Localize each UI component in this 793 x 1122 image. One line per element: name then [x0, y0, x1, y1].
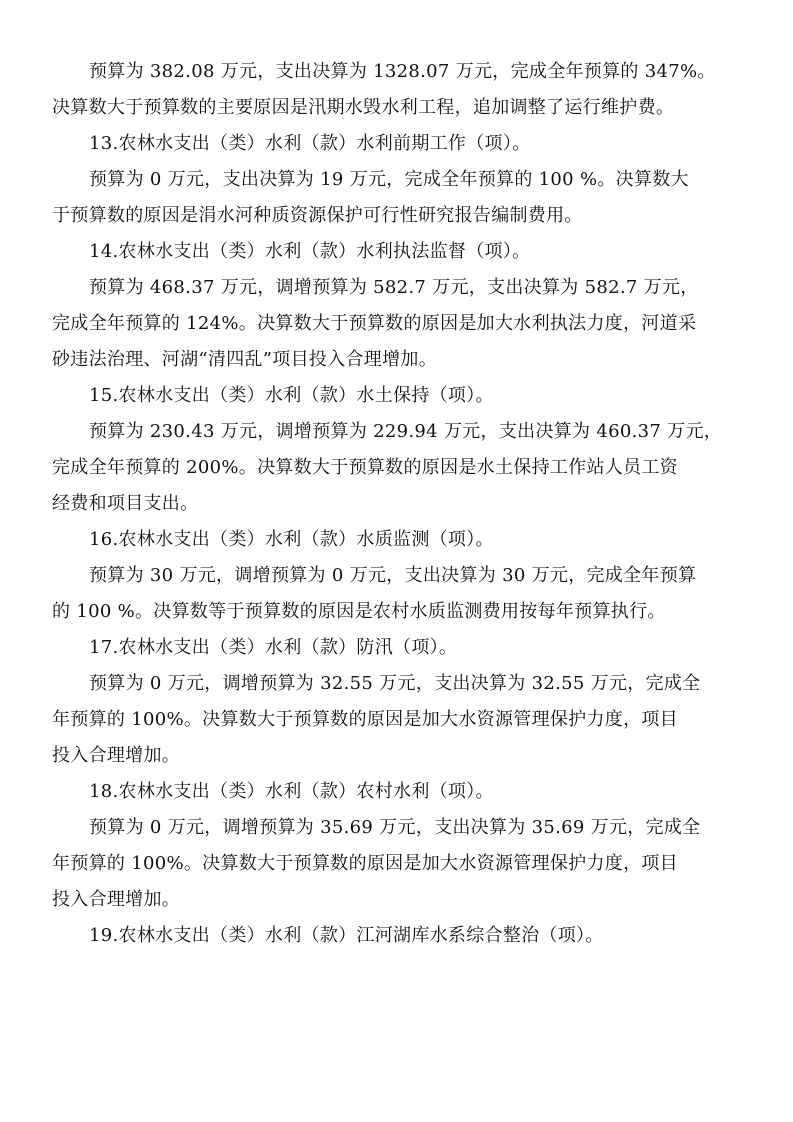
body-line: 预算为 0 万元，支出决算为 19 万元，完成全年预算的 100 %。决算数大	[89, 169, 689, 190]
body-line: 投入合理增加。	[52, 889, 181, 910]
body-line: 预算为 30 万元，调增预算为 0 万元，支出决算为 30 万元，完成全年预算	[89, 565, 697, 586]
section-heading: 18.农林水支出（类）水利（款）农村水利（项）。	[89, 781, 494, 802]
section-heading: 19.农林水支出（类）水利（款）江河湖库水系综合整治（项）。	[89, 925, 604, 946]
body-line: 的 100 %。决算数等于预算数的原因是农村水质监测费用按每年预算执行。	[52, 601, 666, 622]
section-heading: 15.农林水支出（类）水利（款）水土保持（项）。	[89, 385, 494, 406]
body-line: 决算数大于预算数的主要原因是汛期水毁水利工程，追加调整了运行维护费。	[52, 97, 675, 118]
body-line: 年预算的 100%。决算数大于预算数的原因是加大水资源管理保护力度，项目	[52, 853, 678, 874]
body-line: 年预算的 100%。决算数大于预算数的原因是加大水资源管理保护力度，项目	[52, 709, 678, 730]
body-line: 预算为 382.08 万元，支出决算为 1328.07 万元，完成全年预算的 347%。	[89, 61, 716, 82]
body-line: 经费和项目支出。	[52, 493, 199, 514]
body-line: 于预算数的原因是涓水河种质资源保护可行性研究报告编制费用。	[52, 205, 583, 226]
section-heading: 13.农林水支出（类）水利（款）水利前期工作（项）。	[89, 133, 531, 154]
body-line: 预算为 230.43 万元，调增预算为 229.94 万元，支出决算为 460.37 万元，	[89, 421, 723, 442]
body-line: 预算为 468.37 万元，调增预算为 582.7 万元，支出决算为 582.7 万元，	[89, 277, 699, 298]
section-heading: 16.农林水支出（类）水利（款）水质监测（项）。	[89, 529, 494, 550]
body-line: 砂违法治理、河湖“清四乱”项目投入合理增加。	[52, 349, 438, 370]
document-body	[52, 54, 756, 954]
section-heading: 17.农林水支出（类）水利（款）防汛（项）。	[89, 637, 458, 658]
body-line: 完成全年预算的 200%。决算数大于预算数的原因是水土保持工作站人员工资	[52, 457, 678, 478]
body-line: 预算为 0 万元，调增预算为 32.55 万元，支出决算为 32.55 万元，完成全	[89, 673, 701, 694]
section-heading: 14.农林水支出（类）水利（款）水利执法监督（项）。	[89, 241, 531, 262]
body-line: 完成全年预算的 124%。决算数大于预算数的原因是加大水利执法力度，河道采	[52, 313, 697, 334]
body-line: 预算为 0 万元，调增预算为 35.69 万元，支出决算为 35.69 万元，完成全	[89, 817, 701, 838]
body-line: 投入合理增加。	[52, 745, 181, 766]
